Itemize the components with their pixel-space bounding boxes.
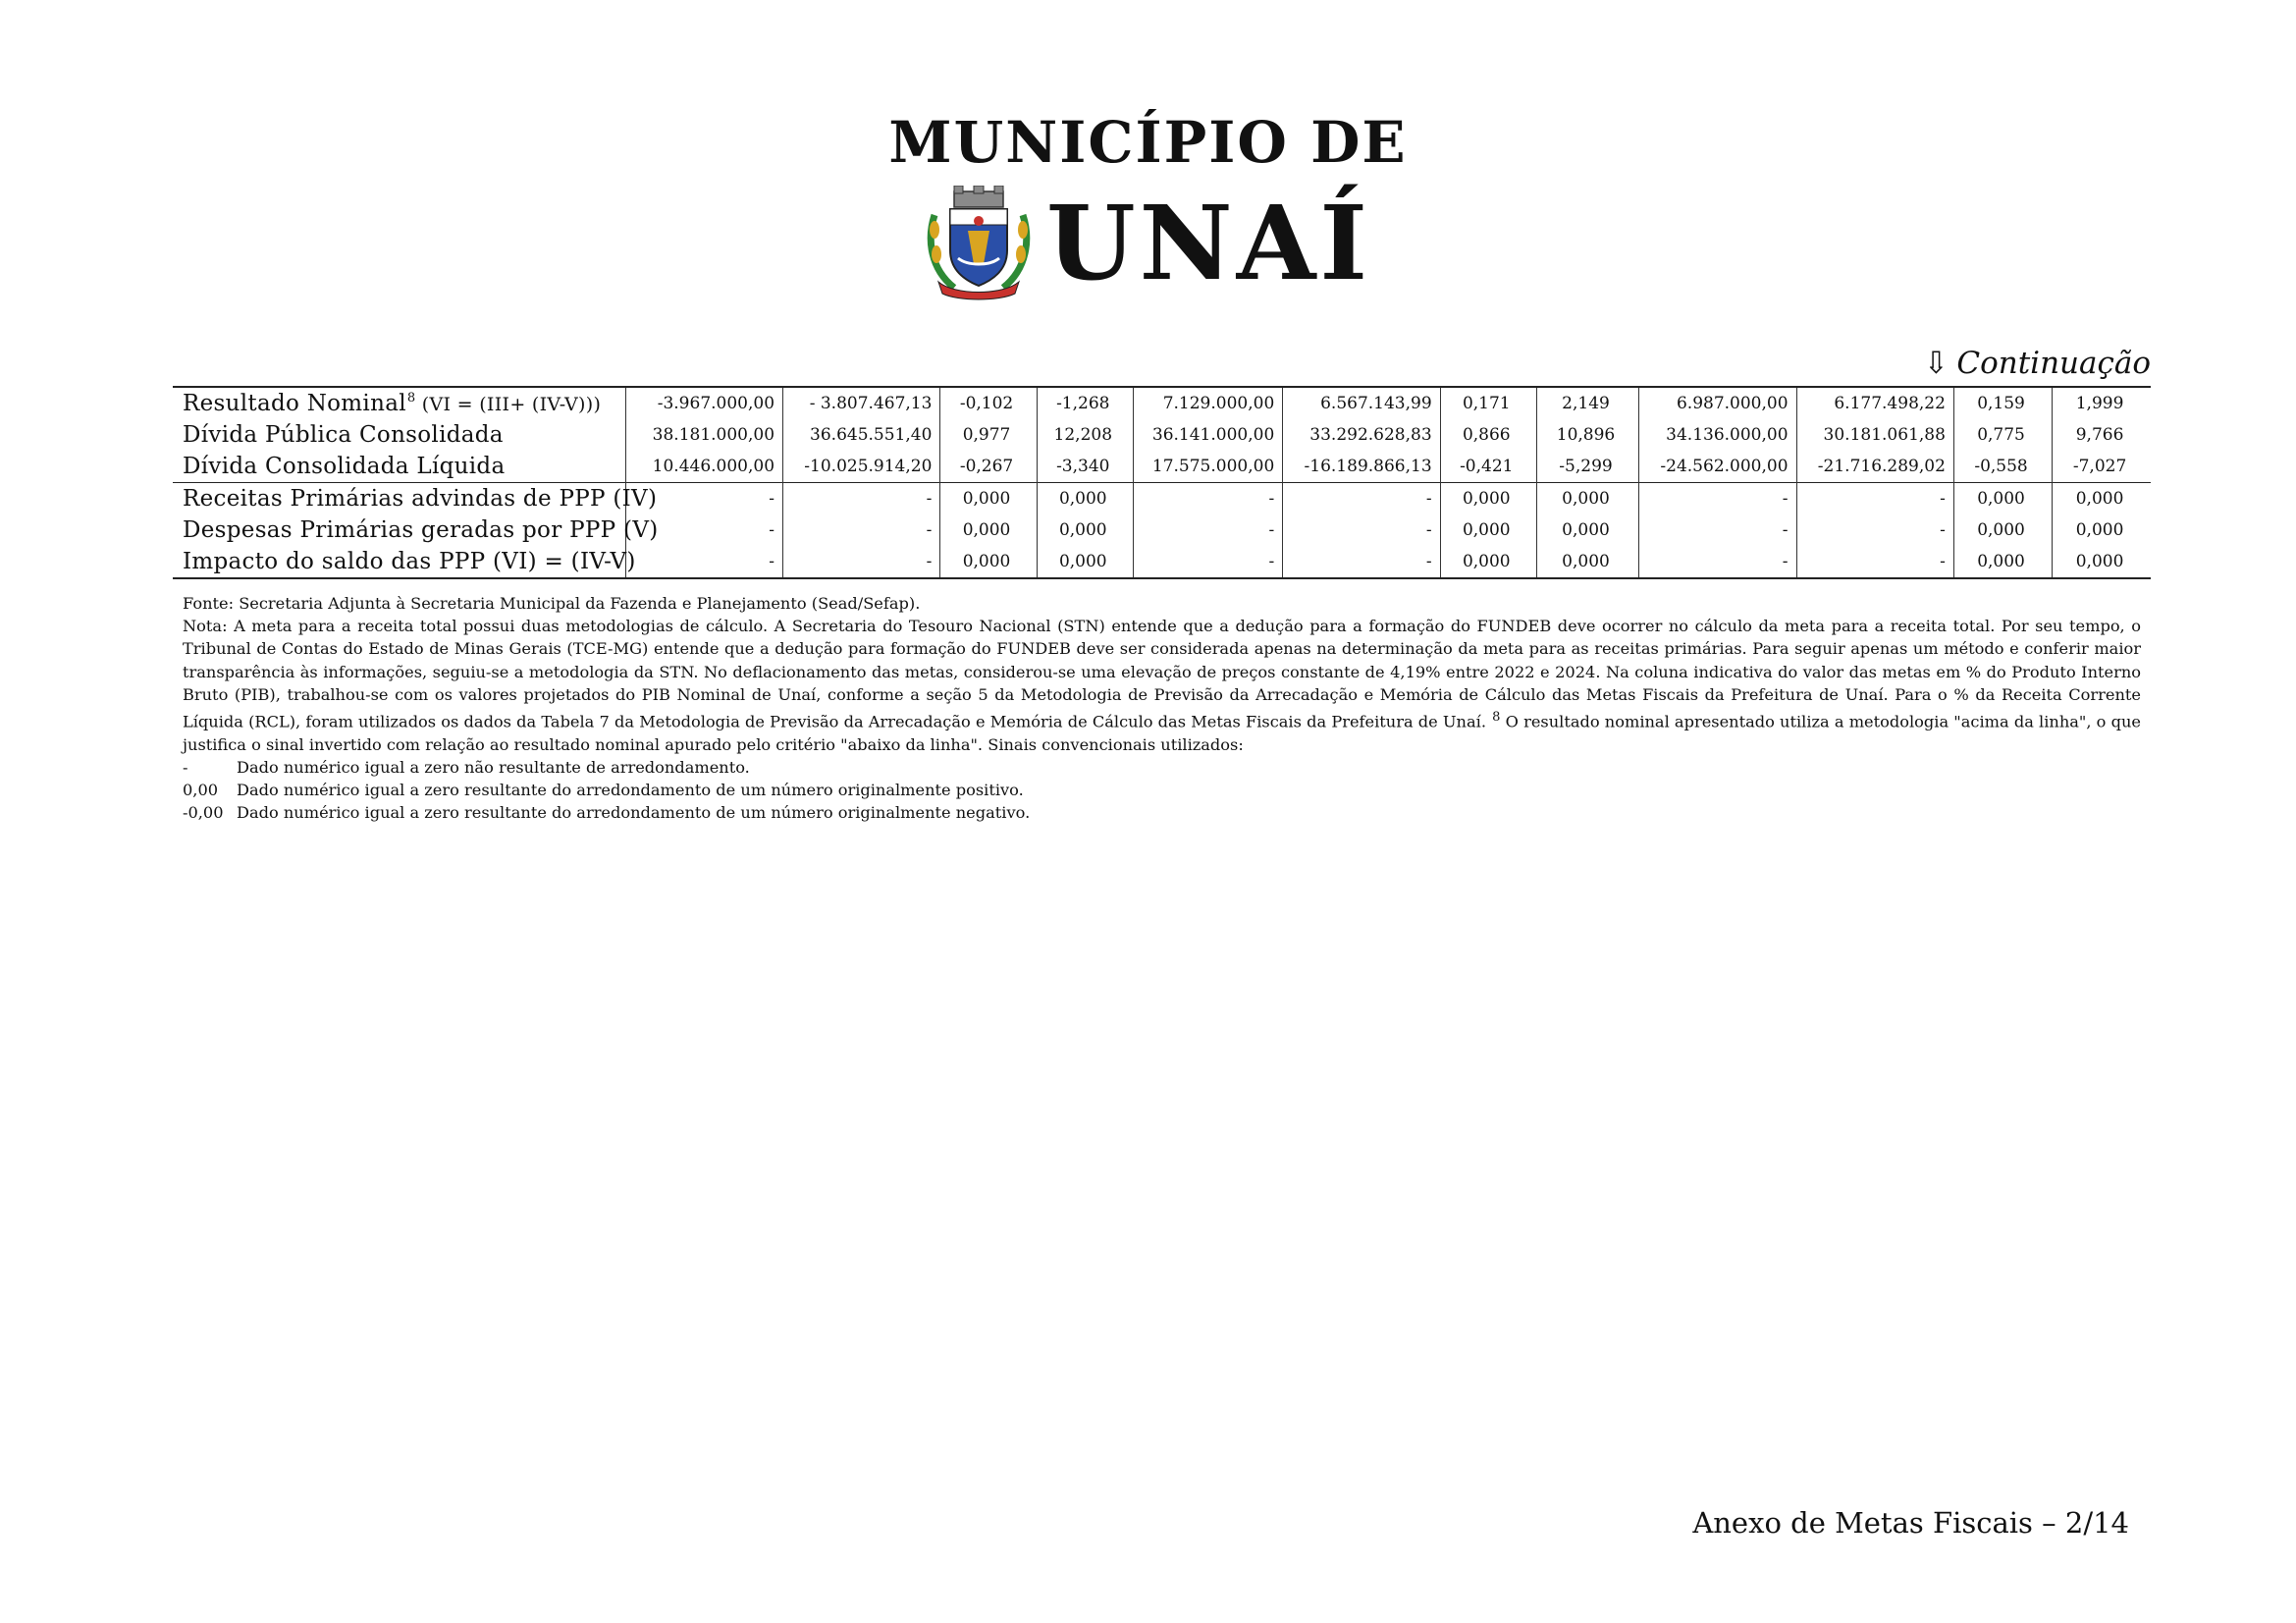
- table-cell: -24.562.000,00: [1639, 451, 1796, 483]
- row-label-text: Despesas Primárias geradas por PPP (V): [183, 517, 659, 543]
- row-label: [173, 387, 625, 419]
- table-notes: [183, 592, 2141, 824]
- sign-description: Dado numérico igual a zero resultante do arredondamento de um número originalmente positivo.: [237, 781, 1024, 800]
- down-arrow-icon: ⇩: [1923, 346, 1949, 381]
- table-cell: -1,268: [1037, 387, 1133, 419]
- table-cell: -: [1639, 514, 1796, 546]
- table-cell: 34.136.000,00: [1639, 419, 1796, 451]
- table-cell: -: [625, 483, 782, 515]
- table-cell: 0,000: [1037, 514, 1133, 546]
- sign-description: Dado numérico igual a zero não resultante de arredondamento.: [237, 757, 750, 777]
- table-cell: -7,027: [2053, 451, 2151, 483]
- table-cell: 6.987.000,00: [1639, 387, 1796, 419]
- table-row: [173, 451, 2151, 483]
- row-label: [173, 483, 658, 515]
- table-cell: 6.177.498,22: [1796, 387, 1953, 419]
- continuation-text: Continuação: [1956, 346, 2151, 381]
- table-cell: 30.181.061,88: [1796, 419, 1953, 451]
- table-cell: 1,999: [2053, 387, 2151, 419]
- row-label-text: Impacto do saldo das PPP (VI) = (IV-V): [183, 549, 636, 574]
- document-header: [0, 108, 2296, 302]
- table-cell: 36.141.000,00: [1133, 419, 1282, 451]
- table-cell: -: [625, 514, 782, 546]
- table-cell: 0,000: [940, 514, 1037, 546]
- table-row: [173, 514, 2151, 546]
- table-cell: -: [625, 546, 782, 578]
- table-cell: 0,171: [1440, 387, 1536, 419]
- table-cell: 0,000: [940, 546, 1037, 578]
- table-cell: 10,896: [1536, 419, 1638, 451]
- table-cell: 9,766: [2053, 419, 2151, 451]
- table-cell: 0,000: [1440, 483, 1536, 515]
- table-cell: 0,000: [1953, 483, 2052, 515]
- footnote-mark: 8: [406, 391, 416, 406]
- table-cell: -: [1283, 483, 1440, 515]
- header-unai-row: [0, 185, 2296, 302]
- table-cell: -: [1796, 514, 1953, 546]
- table-cell: 7.129.000,00: [1133, 387, 1282, 419]
- footnote-mark: 8: [1492, 710, 1501, 726]
- fiscal-metas-table: [173, 386, 2151, 579]
- sign-item: [183, 779, 2141, 801]
- table-cell: 0,000: [1536, 546, 1638, 578]
- table-cell: -: [1133, 483, 1282, 515]
- row-label: [173, 546, 636, 578]
- table-cell: -: [1639, 546, 1796, 578]
- sign-symbol: -0,00: [183, 803, 224, 823]
- sign-item: [183, 756, 2141, 779]
- table-cell: 0,159: [1953, 387, 2052, 419]
- coat-of-arms-icon: [925, 186, 1033, 301]
- table-cell: 0,000: [2053, 514, 2151, 546]
- table-cell: -3,340: [1037, 451, 1133, 483]
- table-cell: 0,000: [2053, 483, 2151, 515]
- table-row: [173, 483, 2151, 515]
- table-cell: -0,558: [1953, 451, 2052, 483]
- table-cell: 0,000: [1953, 514, 2052, 546]
- table-cell: -: [1283, 546, 1440, 578]
- table-row: [173, 387, 2151, 419]
- row-label: [173, 514, 659, 546]
- table-row: [173, 546, 2151, 578]
- table-cell: 0,000: [1440, 514, 1536, 546]
- conventional-signs-list: [183, 756, 2141, 825]
- table-cell: 17.575.000,00: [1133, 451, 1282, 483]
- table-cell: - 3.807.467,13: [783, 387, 940, 419]
- header-municipio-text: MUNICÍPIO DE: [888, 109, 1408, 176]
- table-cell: -: [1639, 483, 1796, 515]
- methodology-note: [183, 615, 2141, 756]
- methodology-note-part2: O resultado nominal apresentado utiliza a metodologia "acima da linha", o que justifica o sinal invertido com relação ao resultado nominal apurado pelo critério "abaixo da linha". Sinais convencionais utilizados:: [183, 712, 2141, 754]
- table-cell: 0,000: [1953, 546, 2052, 578]
- row-label: [173, 419, 625, 451]
- table-cell: 0,000: [1037, 546, 1133, 578]
- table-cell: -21.716.289,02: [1796, 451, 1953, 483]
- table-cell: -0,421: [1440, 451, 1536, 483]
- table-cell: 38.181.000,00: [625, 419, 782, 451]
- sign-symbol: -: [183, 757, 188, 777]
- table-cell: -: [1283, 514, 1440, 546]
- page-footer: Anexo de Metas Fiscais – 2/14: [1692, 1506, 2129, 1540]
- methodology-note-part1: Nota: A meta para a receita total possui duas metodologias de cálculo. A Secretaria do Tesouro Nacional (STN) entende que a dedução para a formação do FUNDEB deve ocorrer no cálculo da meta para a receita total. Por seu tempo, o Tribunal de Contas do Estado de Minas Gerais (TCE-MG) entende que a dedução para formação do FUNDEB deve ser considerada apenas na determinação da meta para as receitas primárias. Para seguir apenas um método e conferir maior transparência às informações, seguiu-se a metodologia da STN. No deflacionamento das metas, considerou-se uma elevação de preços constante de 4,19% entre 2022 e 2024. Na coluna indicativa do valor das metas em % do Produto Interno Bruto (PIB), trabalhou-se com os valores projetados do PIB Nominal de Unaí, conforme a seção 5 da Metodologia de Previsão da Arrecadação e Memória de Cálculo das Metas Fiscais da Prefeitura de Unaí. Para o % da Receita Corrente Líquida (RCL), foram utilizados os dados da Tabela 7 da Metodologia de Previsão da Arrecadação e Memória de Cálculo das Metas Fiscais da Prefeitura de Unaí.: [183, 617, 2141, 731]
- table-cell: 12,208: [1037, 419, 1133, 451]
- header-unai-text: UNAÍ: [1045, 183, 1372, 303]
- table-cell: -0,102: [940, 387, 1037, 419]
- table-cell: 0,866: [1440, 419, 1536, 451]
- continuation-label: [1923, 346, 2151, 381]
- row-label-text: Dívida Pública Consolidada: [183, 422, 504, 448]
- table-cell: -10.025.914,20: [783, 451, 940, 483]
- sign-description: Dado numérico igual a zero resultante do arredondamento de um número originalmente negativo.: [237, 803, 1031, 823]
- row-label: [173, 451, 625, 483]
- table-cell: -: [1796, 483, 1953, 515]
- table-row: [173, 419, 2151, 451]
- table-cell: 36.645.551,40: [783, 419, 940, 451]
- table-cell: 0,775: [1953, 419, 2052, 451]
- table-cell: -: [783, 546, 940, 578]
- table-cell: 0,000: [2053, 546, 2151, 578]
- table-cell: -: [1133, 546, 1282, 578]
- table-cell: 6.567.143,99: [1283, 387, 1440, 419]
- row-label-text: Resultado Nominal: [183, 391, 406, 416]
- table-cell: -5,299: [1536, 451, 1638, 483]
- row-label-formula: (VI = (III+ (IV-V))): [415, 394, 602, 415]
- table-cell: 0,000: [1536, 483, 1638, 515]
- row-label-text: Dívida Consolidada Líquida: [183, 454, 506, 479]
- table-cell: -: [1796, 546, 1953, 578]
- table-cell: 10.446.000,00: [625, 451, 782, 483]
- table-cell: 0,000: [1440, 546, 1536, 578]
- table-cell: 33.292.628,83: [1283, 419, 1440, 451]
- source-note: Fonte: Secretaria Adjunta à Secretaria Municipal da Fazenda e Planejamento (Sead/Sefap).: [183, 594, 921, 613]
- table-cell: -3.967.000,00: [625, 387, 782, 419]
- table-cell: -16.189.866,13: [1283, 451, 1440, 483]
- row-label-text: Receitas Primárias advindas de PPP (IV): [183, 486, 658, 512]
- table-cell: 2,149: [1536, 387, 1638, 419]
- table-cell: -: [783, 483, 940, 515]
- table-cell: -: [1133, 514, 1282, 546]
- table-cell: -: [783, 514, 940, 546]
- table-cell: 0,000: [1536, 514, 1638, 546]
- table-cell: -0,267: [940, 451, 1037, 483]
- table-cell: 0,977: [940, 419, 1037, 451]
- sign-item: [183, 801, 2141, 824]
- table-cell: 0,000: [940, 483, 1037, 515]
- sign-symbol: 0,00: [183, 781, 219, 800]
- table-cell: 0,000: [1037, 483, 1133, 515]
